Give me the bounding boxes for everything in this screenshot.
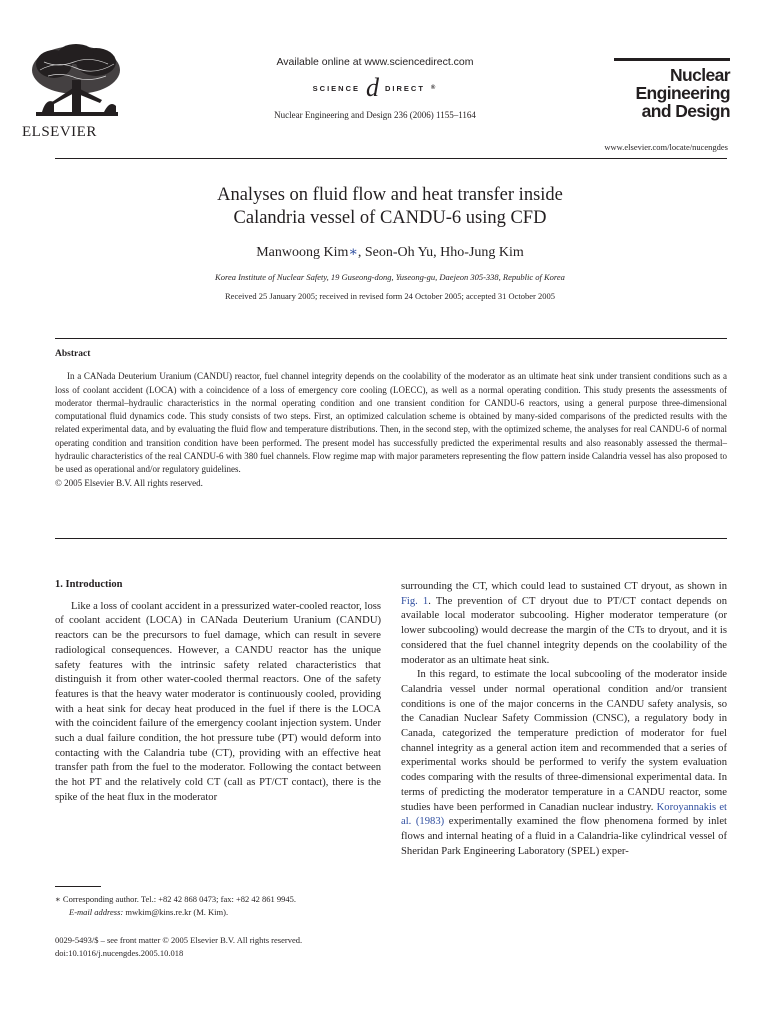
affiliation: Korea Institute of Nuclear Safety, 19 Guseong-dong, Yuseong-gu, Daejeon 305-338, Republic of Korea bbox=[215, 272, 565, 282]
intro-paragraph-2 bbox=[401, 580, 727, 668]
abstract-copyright: © 2005 Elsevier B.V. All rights reserved. bbox=[55, 477, 203, 488]
received-dates: Received 25 January 2005; received in revised form 24 October 2005; accepted 31 October 2005 bbox=[225, 291, 555, 301]
issn-block bbox=[55, 934, 415, 960]
abstract-top-divider bbox=[55, 338, 727, 339]
figure-link[interactable]: Fig. 1 bbox=[401, 595, 429, 607]
author-name: Manwoong Kim bbox=[256, 245, 349, 260]
abstract-section bbox=[55, 348, 727, 490]
issn-line: 0029-5493/$ – see front matter © 2005 Elsevier B.V. All rights reserved. bbox=[55, 935, 303, 945]
paragraph-text: In this regard, to estimate the local subcooling of the moderator inside Calandria vessel under normal operational condition and/or transient conditions is one of the major concerns in the CANDU safety analysis, so the Canadian Nuclear Safety Commission (CNSC), a regulatory body in Canada, categorized the temperature prediction of moderator for fuel channel integrity as a general action item and recommended that a series of experimental works should be performed to verify the system evaluation codes comparing with the results of three-dimensional experimental data. In terms of predicting the moderator temperature in a CANDU reactor, some studies have been performed in Canadian nuclear industry. bbox=[401, 669, 727, 813]
author-list bbox=[120, 244, 660, 261]
publisher-name: ELSEVIER bbox=[22, 124, 97, 140]
email-note bbox=[55, 906, 385, 919]
corresponding-author-mark[interactable]: ∗ bbox=[348, 245, 358, 260]
article-title bbox=[120, 184, 660, 230]
journal-citation: Nuclear Engineering and Design 236 (2006) 1155–1164 bbox=[274, 110, 476, 120]
doi-line[interactable]: doi:10.1016/j.nucengdes.2005.10.018 bbox=[55, 948, 184, 958]
paragraph-text: surrounding the CT, which could lead to sustained CT dryout, as shown in bbox=[401, 581, 727, 592]
intro-paragraph-1: Like a loss of coolant accident in a pressurized water-cooled reactor, loss of coolant accident (LOCA) in CANada Deuterium Uranium (CANDU) reactors can be the precursors to fuel damage, which can result in severe radiological consequences. However, a CANDU reactor has the unique safety features with the intrinsic safety related characteristics that distinguish it from other water-cooled thermal reactors. One of the safety features is that the heavy water moderator is continuously cooled, providing with a heat sink for decay heat produced in the fuel if there is the LOCA with the coincident failure of the emergency coolant injection system. Under such a dual failure condition, the hot pressure tube (PT) would deform into contacting with the Calandria tube (CT), providing with an effective heat transfer path from the fuel to the moderator. Following the contact between the hot PT and the relatively cold CT (call as PT/CT contact), there is the spike of the heat flux in the moderator bbox=[55, 600, 381, 803]
journal-header bbox=[220, 56, 530, 120]
intro-paragraph-3 bbox=[401, 668, 727, 859]
corresponding-author-note: ∗ Corresponding author. Tel.: +82 42 868 0473; fax: +82 42 861 9945. bbox=[55, 894, 297, 904]
journal-logo bbox=[614, 58, 730, 120]
right-column bbox=[401, 580, 727, 859]
journal-url[interactable]: www.elsevier.com/locate/nucengdes bbox=[604, 142, 728, 152]
left-column bbox=[55, 578, 381, 806]
sciencedirect-left: SCIENCE bbox=[312, 83, 360, 93]
email-label: E-mail address: bbox=[69, 907, 124, 917]
reference-link[interactable]: Koroyannakis et al. (1983) bbox=[401, 801, 727, 828]
title-line-1: Analyses on fluid flow and heat transfer inside bbox=[217, 185, 563, 205]
coauthor-names: , Seon-Oh Yu, Hho-Jung Kim bbox=[357, 245, 524, 260]
abstract-bottom-divider bbox=[55, 538, 727, 539]
paragraph-text: . The prevention of CT dryout due to PT/CT contact depends on available local moderator subcooling. Higher moderator temperature (or lower subcooling) would decrease the margin of the CTs to dryout, and it is considered that the fuel channel integrity depends on the coolability of the moderator as an ultimate heat sink. bbox=[401, 595, 727, 666]
available-online-text[interactable]: Available online at www.sciencedirect.com bbox=[276, 56, 474, 68]
journal-logo-line3: and Design bbox=[641, 101, 730, 121]
registered-mark-icon: ® bbox=[430, 85, 438, 91]
abstract-body: In a CANada Deuterium Uranium (CANDU) reactor, fuel channel integrity depends on the coolability of the moderator as an ultimate heat sink under transient conditions such as a loss of coolant accident (LOCA) with a coincidence of a loss of emergency core cooling (LOECC), as well as a normal operating condition. This study presents the assessments of moderator thermal–hydraulic characteristics in the normal operating condition and one transient condition for CANDU-6 reactors, using a general purpose three-dimensional computational fluid dynamics code. This study consists of two steps. First, an optimized calculation scheme is obtained by many-sided comparisons of the predicted results with the related experimental data, and by evaluating the fluid flow and temperature distributions. Then, in the second step, with the optimized scheme, the analyses for real CANDU-6 of normal operating condition and transition condition have been performed. The present model has successfully predicted the experimental results and also reasonably assessed the thermal–hydraulic characteristics of the real CANDU-6 with 380 fuel channels. Flow regime map with major parameters representing the flow pattern inside Calandria vessel has also proposed to be used as operational and/or regulatory guidelines. bbox=[55, 371, 727, 475]
section-heading: 1. Introduction bbox=[55, 579, 123, 590]
sciencedirect-logo bbox=[220, 73, 530, 102]
sciencedirect-right: DIRECT bbox=[385, 83, 425, 93]
sciencedirect-at-icon: d bbox=[366, 73, 379, 102]
title-line-2: Calandria vessel of CANDU-6 using CFD bbox=[233, 208, 547, 228]
email-address[interactable]: mwkim@kins.re.kr (M. Kim). bbox=[123, 907, 229, 917]
footnote bbox=[55, 893, 385, 919]
journal-logo-line1: Nuclear bbox=[670, 65, 730, 85]
header-divider bbox=[55, 158, 727, 159]
footnote-divider bbox=[55, 886, 101, 887]
elsevier-tree-icon bbox=[18, 42, 136, 126]
abstract-heading: Abstract bbox=[55, 349, 91, 359]
journal-logo-line2: Engineering bbox=[635, 83, 730, 103]
paragraph-text: experimentally examined the flow phenomena formed by inlet flows and internal heating of a fluid in a Calandria-like cylindrical vessel of Sheridan Park Engineering Laboratory (SPEL) exper- bbox=[401, 816, 727, 857]
elsevier-logo bbox=[18, 42, 136, 142]
